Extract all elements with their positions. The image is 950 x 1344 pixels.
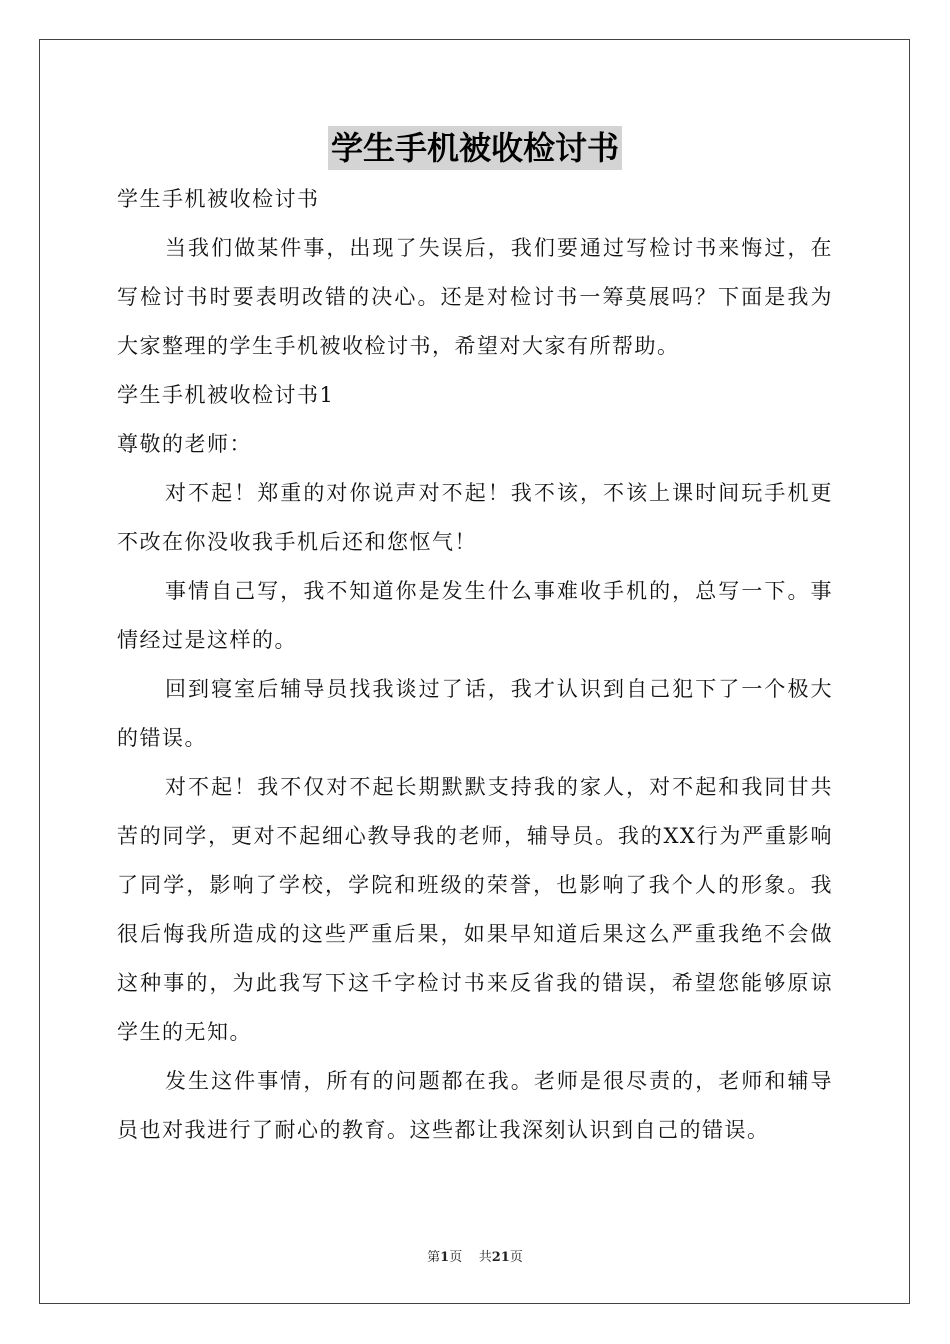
page-footer [0, 1246, 950, 1265]
body-paragraph: 发生这件事情，所有的问题都在我。老师是很尽责的，老师和辅导员也对我进行了耐心的教育。这些都让我深刻认识到自己的错误。 [117, 1069, 833, 1142]
body-paragraph: 事情自己写，我不知道你是发生什么事难收手机的，总写一下。事情经过是这样的。 [117, 579, 833, 652]
total-pages: 21 [491, 1250, 510, 1265]
intro-paragraph: 当我们做某件事，出现了失误后，我们要通过写检讨书来悔过，在写检讨书时要表明改错的决心。还是对检讨书一筹莫展吗？下面是我为大家整理的学生手机被收检讨书，希望对大家有所帮助。 [117, 236, 833, 358]
page-suffix: 页 [449, 1250, 463, 1265]
salutation: 尊敬的老师： [117, 432, 252, 456]
page-number: 1 [440, 1250, 450, 1265]
body-paragraph: 对不起！郑重的对你说声对不起！我不该，不该上课时间玩手机更不改在你没收我手机后还和您怄气！ [117, 481, 833, 554]
body-paragraph: 对不起！我不仅对不起长期默默支持我的家人，对不起和我同甘共苦的同学，更对不起细心教导我的老师，辅导员。我的XX行为严重影响了同学，影响了学校，学院和班级的荣誉，也影响了我个人的形象。我很后悔我所造成的这些严重后果，如果早知道后果这么严重我绝不会做这种事的，为此我写下这千字检讨书来反省我的错误，希望您能够原谅学生的无知。 [117, 775, 833, 1044]
document-title: 学生手机被收检讨书 [328, 126, 622, 170]
title-wrap [0, 126, 950, 170]
document-body [117, 175, 833, 1155]
section-heading: 学生手机被收检讨书1 [117, 383, 335, 407]
body-paragraph: 回到寝室后辅导员找我谈过了话，我才认识到自己犯下了一个极大的错误。 [117, 677, 833, 750]
page-prefix: 第 [427, 1250, 441, 1265]
total-suffix: 页 [509, 1250, 523, 1265]
total-prefix: 共 [478, 1250, 492, 1265]
subtitle-paragraph: 学生手机被收检讨书 [117, 187, 320, 211]
